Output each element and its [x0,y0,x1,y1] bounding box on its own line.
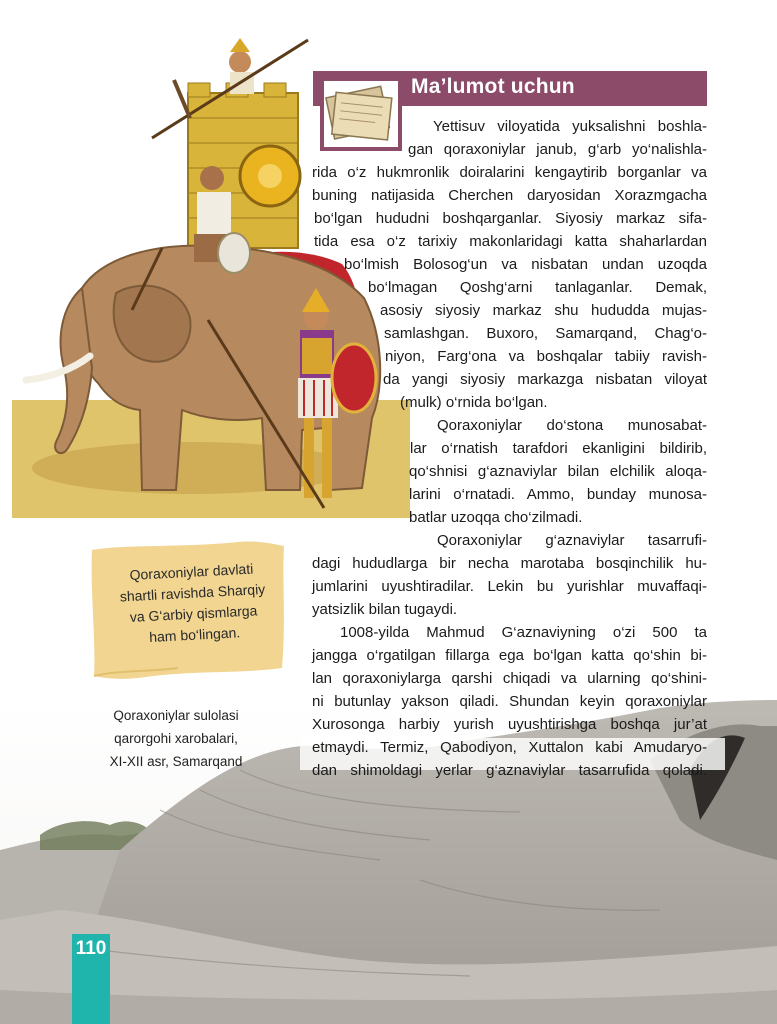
info-title: Ma’lumot uchun [411,75,575,98]
text-line: samlashgan. Buxoro, Samarqand, Chag‘o- [384,325,707,342]
text-line: niyon, Farg‘ona va boshqalar tabiiy ravish- [385,348,707,365]
photo-caption [88,704,264,773]
text-line: asosiy siyosiy markaz shu hududda mujas- [380,302,707,319]
text-line: da yangi siyosiy markazga nisbatan viloyat [383,371,707,388]
papers-icon [318,75,404,153]
text-line: Xurosonga harbiy yurish uyushtirishga boshqa jur’at [312,716,707,733]
text-line: qo‘shnisi g‘aznaviylar bilan elchilik aloqa- [409,463,707,480]
text-line: bo‘lgan hududni boshqarganlar. Siyosiy markaz sifa- [314,210,707,227]
text-line: 1008-yilda Mahmud G‘aznaviyning o‘zi 500 ta [340,624,707,641]
text-line: buning natijasida Cherchen daryosidan Xorazmgacha [312,187,707,204]
text-line: batlar uzoqqa cho‘zilmadi. [409,509,583,526]
note-line: va G‘arbiy qismlarga [129,602,258,626]
text-line: jangga o‘rgatilgan fillarga ega bo‘lgan katta qo‘shin bi- [312,647,707,664]
caption-line: XI-XII asr, Samarqand [109,754,243,769]
text-line: bo‘lmagan Qoshg‘arni tanlaganlar. Demak, [368,279,707,296]
text-line: larini o‘rnatadi. Ammo, bunday munosa- [409,486,707,503]
note-text [110,558,276,650]
page-number: 110 [75,938,107,959]
text-line: bo‘lmish Bolosog‘un va nisbatan undan uzoqda [344,256,707,273]
caption-line: Qoraxoniylar sulolasi [113,708,239,723]
note-line: ham bo‘lingan. [148,624,241,646]
note-line: shartli ravishda Sharqiy [119,580,266,605]
text-line: etmaydi. Termiz, Qabodiyon, Xuttalon kabi Amudaryo- [312,739,707,756]
text-line: dan shimoldagi yerlar g‘aznaviylar tasarrufida qoladi. [312,762,707,779]
text-line: rida o‘z hukmronlik doiralarini kengaytirib borganlar va [312,164,707,181]
text-line: Qoraxoniylar do‘stona munosabat- [437,417,707,434]
text-line: Yettisuv viloyatida yuksalishni boshla- [433,118,707,135]
text-line: jumlarini uyushtiradilar. Lekin bu yurishlar muvaffaqi- [312,578,707,595]
text-line: ni butunlay yakson qiladi. Shundan keyin qoraxoniylar [312,693,707,710]
note-line: Qoraxoniylar davlati [129,560,254,583]
text-line: lar o‘rnatish tarafdori ekanligini bildirib, [410,440,707,457]
text-line: tida esa o‘z tarixiy makonlaridagi katta shaharlardan [314,233,707,250]
text-line: Qoraxoniylar g‘aznaviylar tasarrufi- [437,532,707,549]
text-line: lan qoraxoniylarga qarshi chiqadi va ularning qo‘shini- [312,670,707,687]
text-line: (mulk) o‘rnida bo‘lgan. [400,394,548,411]
text-line: yatsizlik bilan tugaydi. [312,601,458,618]
text-line: dagi hududlarga bir necha marotaba bosqinchilik hu- [312,555,707,572]
caption-line: qarorgohi xarobalari, [114,731,238,746]
text-line: gan qoraxoniylar janub, g‘arb yo‘nalishla- [408,141,707,158]
